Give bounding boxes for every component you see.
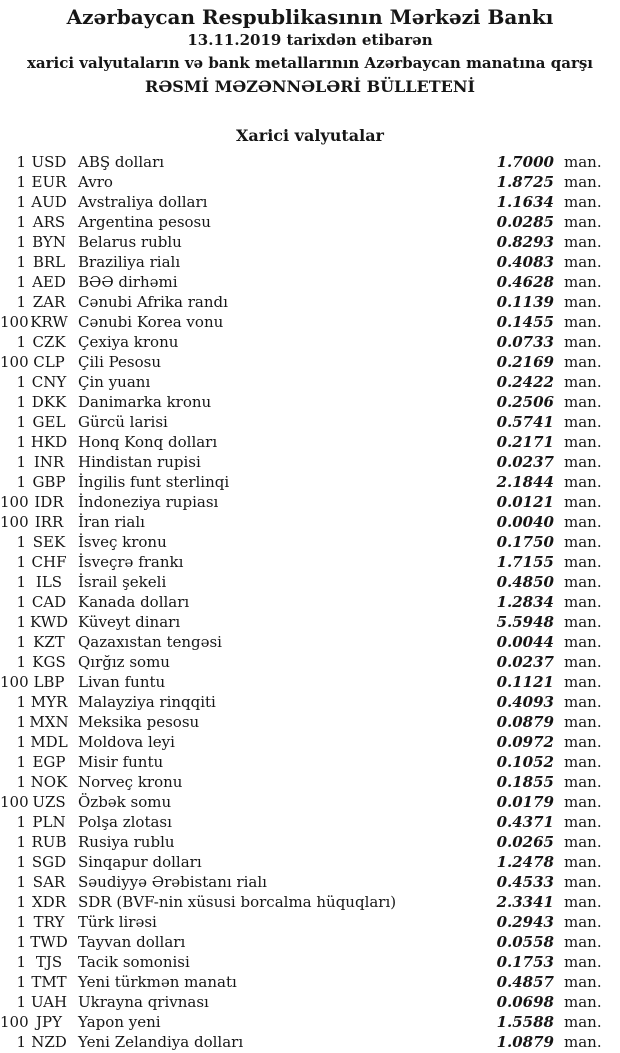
exchange-rate: 1.0879: [496, 1033, 554, 1051]
unit-label: man.: [564, 433, 602, 451]
currency-name: Səudiyyə Ərəbistanı rialı: [78, 873, 267, 891]
unit-label: man.: [564, 753, 602, 771]
currency-name: Kanada dolları: [78, 593, 190, 611]
rate-row: [0, 492, 602, 512]
row-quantity: 100: [0, 513, 29, 531]
exchange-rate: 0.4083: [496, 253, 554, 271]
unit-label: man.: [564, 413, 602, 431]
rate-row: [0, 872, 602, 892]
exchange-rate: 0.0558: [496, 933, 554, 951]
unit-label: man.: [564, 173, 602, 191]
currency-code: BYN: [32, 233, 66, 251]
currency-code: XDR: [32, 893, 66, 911]
unit-label: man.: [564, 733, 602, 751]
currency-code: HKD: [30, 433, 68, 451]
unit-label: man.: [564, 313, 602, 331]
row-quantity: 1: [16, 393, 26, 411]
rate-row: [0, 772, 602, 792]
rate-row: [0, 792, 602, 812]
rate-row: [0, 452, 602, 472]
row-quantity: 1: [16, 433, 26, 451]
currency-name: Tacik somonisi: [78, 953, 190, 971]
exchange-rate: 0.2422: [496, 373, 554, 391]
row-quantity: 1: [16, 553, 26, 571]
bulletin-title: RƏSMİ MƏZƏNNƏLƏRİ BÜLLETENİ: [145, 77, 475, 96]
exchange-rate: 1.2478: [496, 853, 554, 871]
currency-name: Honq Konq dolları: [78, 433, 218, 451]
currency-name: Avro: [78, 173, 113, 191]
currency-code: AUD: [31, 193, 67, 211]
row-quantity: 1: [16, 253, 26, 271]
currency-name: Polşa zlotası: [78, 813, 172, 831]
row-quantity: 1: [16, 833, 26, 851]
row-quantity: 1: [16, 973, 26, 991]
row-quantity: 1: [16, 913, 26, 931]
row-quantity: 1: [16, 653, 26, 671]
row-quantity: 1: [16, 813, 26, 831]
exchange-rate: 0.1855: [496, 773, 554, 791]
rate-row: [0, 192, 602, 212]
exchange-rate: 0.0733: [496, 333, 554, 351]
rate-row: [0, 952, 602, 972]
currency-name: Türk lirəsi: [78, 913, 157, 931]
row-quantity: 1: [16, 953, 26, 971]
currency-code: MXN: [29, 713, 69, 731]
row-quantity: 1: [16, 153, 26, 171]
unit-label: man.: [564, 353, 602, 371]
row-quantity: 1: [16, 473, 26, 491]
currency-code: MYR: [30, 693, 68, 711]
unit-label: man.: [564, 953, 602, 971]
row-quantity: 1: [16, 173, 26, 191]
rate-row: [0, 252, 602, 272]
currency-name: Ukrayna qrivnası: [78, 993, 209, 1011]
currency-code: GEL: [32, 413, 66, 431]
currency-code: CZK: [32, 333, 66, 351]
row-quantity: 1: [16, 373, 26, 391]
currency-code: TMT: [31, 973, 67, 991]
exchange-rate: 0.1139: [496, 293, 554, 311]
currency-code: AED: [32, 273, 66, 291]
currency-name: Qazaxıstan tengəsi: [78, 633, 222, 651]
unit-label: man.: [564, 193, 602, 211]
exchange-rate: 0.2943: [496, 913, 554, 931]
currency-name: Çin yuanı: [78, 373, 151, 391]
rate-row: [0, 892, 602, 912]
exchange-rate: 0.0044: [496, 633, 554, 651]
currency-code: SEK: [32, 533, 66, 551]
unit-label: man.: [564, 1033, 602, 1051]
unit-label: man.: [564, 1013, 602, 1031]
rate-row: [0, 292, 602, 312]
currency-code: CNY: [31, 373, 67, 391]
row-quantity: 1: [16, 273, 26, 291]
row-quantity: 100: [0, 793, 29, 811]
row-quantity: 100: [0, 353, 29, 371]
currency-code: SGD: [31, 853, 67, 871]
unit-label: man.: [564, 573, 602, 591]
exchange-rate: 0.2171: [496, 433, 554, 451]
currency-name: İran rialı: [78, 513, 145, 531]
currency-name: Yapon yeni: [78, 1013, 161, 1031]
currency-code: UZS: [32, 793, 66, 811]
currency-code: TRY: [33, 913, 65, 931]
exchange-rate: 1.5588: [496, 1013, 554, 1031]
currency-code: TJS: [35, 953, 63, 971]
unit-label: man.: [564, 673, 602, 691]
row-quantity: 1: [16, 573, 26, 591]
unit-label: man.: [564, 793, 602, 811]
currency-name: Norveç kronu: [78, 773, 183, 791]
unit-label: man.: [564, 153, 602, 171]
exchange-rate: 0.0265: [496, 833, 554, 851]
rate-row: [0, 232, 602, 252]
rate-row: [0, 212, 602, 232]
currency-code: USD: [31, 153, 67, 171]
rate-row: [0, 712, 602, 732]
row-quantity: 100: [0, 673, 29, 691]
rate-row: [0, 912, 602, 932]
currency-name: İngilis funt sterlinqi: [78, 473, 230, 491]
exchange-rate: 1.7155: [496, 553, 554, 571]
currency-code: CLP: [33, 353, 65, 371]
currency-code: BRL: [32, 253, 66, 271]
row-quantity: 100: [0, 313, 29, 331]
exchange-rate: 0.1052: [496, 753, 554, 771]
unit-label: man.: [564, 253, 602, 271]
exchange-rate: 1.8725: [496, 173, 554, 191]
currency-code: NZD: [31, 1033, 67, 1051]
exchange-rate: 0.4371: [496, 813, 554, 831]
exchange-rate: 0.4093: [496, 693, 554, 711]
rate-row: [0, 552, 602, 572]
exchange-rate: 0.2506: [496, 393, 554, 411]
currency-code: IDR: [34, 493, 64, 511]
rate-row: [0, 412, 602, 432]
subject-line: xarici valyutaların və bank metallarının Azərbaycan manatına qarşı: [26, 54, 594, 72]
currency-name: Çexiya kronu: [78, 333, 179, 351]
exchange-rate: 0.8293: [496, 233, 554, 251]
unit-label: man.: [564, 453, 602, 471]
exchange-rate: 0.4628: [496, 273, 554, 291]
currency-code: KGS: [32, 653, 66, 671]
unit-label: man.: [564, 893, 602, 911]
currency-code: RUB: [31, 833, 67, 851]
currency-code: CHF: [31, 553, 67, 571]
exchange-rate: 0.4857: [496, 973, 554, 991]
rate-row: [0, 672, 602, 692]
currency-code: LBP: [33, 673, 65, 691]
exchange-rate: 2.1844: [496, 473, 554, 491]
unit-label: man.: [564, 833, 602, 851]
exchange-rate: 1.7000: [496, 153, 554, 171]
row-quantity: 1: [16, 293, 26, 311]
currency-name: İsveçrə frankı: [78, 553, 184, 571]
unit-label: man.: [564, 513, 602, 531]
unit-label: man.: [564, 333, 602, 351]
exchange-rate: 0.0237: [496, 453, 554, 471]
exchange-rate: 0.0285: [496, 213, 554, 231]
unit-label: man.: [564, 533, 602, 551]
row-quantity: 100: [0, 493, 29, 511]
currency-code: SAR: [32, 873, 66, 891]
currency-name: Avstraliya dolları: [78, 193, 208, 211]
rate-row: [0, 272, 602, 292]
currency-code: KRW: [30, 313, 68, 331]
currency-name: Yeni türkmən manatı: [78, 973, 237, 991]
row-quantity: 1: [16, 593, 26, 611]
currency-code: INR: [33, 453, 65, 471]
unit-label: man.: [564, 213, 602, 231]
rate-row: [0, 592, 602, 612]
currency-name: Sinqapur dolları: [78, 853, 202, 871]
exchange-rate: 0.0179: [496, 793, 554, 811]
currency-name: Cənubi Afrika randı: [78, 293, 228, 311]
exchange-rate: 5.5948: [496, 613, 554, 631]
exchange-rate: 0.0237: [496, 653, 554, 671]
currency-name: Hindistan rupisi: [78, 453, 201, 471]
unit-label: man.: [564, 593, 602, 611]
currency-name: Cənubi Korea vonu: [78, 313, 224, 331]
currency-name: BƏƏ dirhəmi: [78, 273, 178, 291]
row-quantity: 1: [16, 453, 26, 471]
currency-name: Belarus rublu: [78, 233, 182, 251]
rate-row: [0, 632, 602, 652]
rate-row: [0, 152, 602, 172]
unit-label: man.: [564, 373, 602, 391]
exchange-rate: 0.1121: [496, 673, 554, 691]
rate-row: [0, 1012, 602, 1032]
rates-table: [0, 152, 620, 1052]
currency-code: ARS: [32, 213, 66, 231]
exchange-rate: 0.4533: [496, 873, 554, 891]
row-quantity: 1: [16, 533, 26, 551]
rate-row: [0, 732, 602, 752]
currency-code: GBP: [32, 473, 66, 491]
currency-name: Özbək somu: [78, 793, 172, 811]
unit-label: man.: [564, 553, 602, 571]
exchange-rate: 0.0879: [496, 713, 554, 731]
row-quantity: 1: [16, 193, 26, 211]
rate-row: [0, 612, 602, 632]
exchange-rate: 0.4850: [496, 573, 554, 591]
unit-label: man.: [564, 973, 602, 991]
rate-row: [0, 812, 602, 832]
row-quantity: 1: [16, 853, 26, 871]
rate-row: [0, 992, 602, 1012]
unit-label: man.: [564, 633, 602, 651]
exchange-rate: 0.1753: [496, 953, 554, 971]
currency-name: Çili Pesosu: [78, 353, 162, 371]
currency-name: Argentina pesosu: [78, 213, 211, 231]
bulletin-header: [0, 0, 620, 98]
currency-code: KWD: [29, 613, 69, 631]
currency-code: KZT: [33, 633, 65, 651]
exchange-rate: 0.0972: [496, 733, 554, 751]
unit-label: man.: [564, 653, 602, 671]
currency-name: İndoneziya rupiası: [78, 493, 219, 511]
unit-label: man.: [564, 713, 602, 731]
rate-row: [0, 352, 602, 372]
exchange-rate: 2.3341: [496, 893, 554, 911]
row-quantity: 1: [16, 213, 26, 231]
unit-label: man.: [564, 293, 602, 311]
currency-code: EGP: [32, 753, 66, 771]
unit-label: man.: [564, 493, 602, 511]
rate-row: [0, 692, 602, 712]
currency-code: UAH: [30, 993, 68, 1011]
currency-name: İsrail şekeli: [78, 573, 167, 591]
currency-name: Gürcü larisi: [78, 413, 168, 431]
currency-code: CAD: [31, 593, 67, 611]
row-quantity: 1: [16, 693, 26, 711]
currency-code: MDL: [30, 733, 68, 751]
currency-name: Yeni Zelandiya dolları: [78, 1033, 244, 1051]
row-quantity: 1: [16, 613, 26, 631]
row-quantity: 1: [16, 233, 26, 251]
row-quantity: 1: [16, 733, 26, 751]
section-heading: Xarici valyutalar: [236, 126, 384, 145]
unit-label: man.: [564, 993, 602, 1011]
row-quantity: 1: [16, 773, 26, 791]
currency-code: TWD: [30, 933, 68, 951]
unit-label: man.: [564, 773, 602, 791]
row-quantity: 1: [16, 933, 26, 951]
currency-name: Malayziya rinqqiti: [78, 693, 216, 711]
rate-row: [0, 972, 602, 992]
unit-label: man.: [564, 693, 602, 711]
currency-name: Qırğız somu: [78, 653, 170, 671]
rate-row: [0, 332, 602, 352]
rate-row: [0, 932, 602, 952]
currency-name: Moldova leyi: [78, 733, 175, 751]
rate-row: [0, 392, 602, 412]
rate-row: [0, 172, 602, 192]
exchange-rate: 0.5741: [496, 413, 554, 431]
row-quantity: 1: [16, 893, 26, 911]
currency-code: DKK: [31, 393, 67, 411]
rate-row: [0, 312, 602, 332]
currency-name: SDR (BVF-nin xüsusi borcalma hüquqları): [78, 893, 397, 911]
exchange-rate: 0.1750: [496, 533, 554, 551]
row-quantity: 1: [16, 413, 26, 431]
rate-row: [0, 1032, 602, 1052]
currency-code: ZAR: [32, 293, 66, 311]
row-quantity: 1: [16, 873, 26, 891]
currency-code: NOK: [30, 773, 68, 791]
exchange-rate: 0.0040: [496, 513, 554, 531]
unit-label: man.: [564, 813, 602, 831]
exchange-rate: 0.0121: [496, 493, 554, 511]
exchange-rate: 1.1634: [496, 193, 554, 211]
rate-row: [0, 832, 602, 852]
currency-code: PLN: [32, 813, 66, 831]
row-quantity: 1: [16, 753, 26, 771]
currency-name: Tayvan dolları: [78, 933, 186, 951]
currency-code: ILS: [35, 573, 63, 591]
unit-label: man.: [564, 913, 602, 931]
currency-name: Danimarka kronu: [78, 393, 212, 411]
currency-name: Livan funtu: [78, 673, 166, 691]
row-quantity: 1: [16, 1033, 26, 1051]
exchange-rate: 0.2169: [496, 353, 554, 371]
effective-date-line: 13.11.2019 tarixdən etibarən: [187, 31, 433, 49]
rate-row: [0, 852, 602, 872]
rate-row: [0, 572, 602, 592]
currency-code: JPY: [35, 1013, 62, 1031]
exchange-rate: 1.2834: [496, 593, 554, 611]
rate-row: [0, 372, 602, 392]
row-quantity: 1: [16, 713, 26, 731]
exchange-rate: 0.0698: [496, 993, 554, 1011]
currency-name: Rusiya rublu: [78, 833, 175, 851]
rate-row: [0, 472, 602, 492]
exchange-rate: 0.1455: [496, 313, 554, 331]
unit-label: man.: [564, 473, 602, 491]
unit-label: man.: [564, 273, 602, 291]
currency-name: ABŞ dolları: [78, 153, 165, 171]
rate-row: [0, 532, 602, 552]
rate-row: [0, 432, 602, 452]
row-quantity: 1: [16, 633, 26, 651]
currency-name: Küveyt dinarı: [78, 613, 181, 631]
unit-label: man.: [564, 933, 602, 951]
currency-name: Misir funtu: [78, 753, 164, 771]
currency-name: İsveç kronu: [78, 533, 167, 551]
rate-row: [0, 752, 602, 772]
currency-code: IRR: [34, 513, 64, 531]
unit-label: man.: [564, 393, 602, 411]
unit-label: man.: [564, 613, 602, 631]
unit-label: man.: [564, 853, 602, 871]
rate-row: [0, 512, 602, 532]
unit-label: man.: [564, 233, 602, 251]
rate-row: [0, 652, 602, 672]
unit-label: man.: [564, 873, 602, 891]
row-quantity: 1: [16, 333, 26, 351]
bank-title: Azərbaycan Respublikasının Mərkəzi Bankı: [66, 5, 554, 29]
currency-name: Meksika pesosu: [78, 713, 200, 731]
currency-name: Braziliya rialı: [78, 253, 181, 271]
row-quantity: 1: [16, 993, 26, 1011]
currency-code: EUR: [31, 173, 67, 191]
row-quantity: 100: [0, 1013, 29, 1031]
